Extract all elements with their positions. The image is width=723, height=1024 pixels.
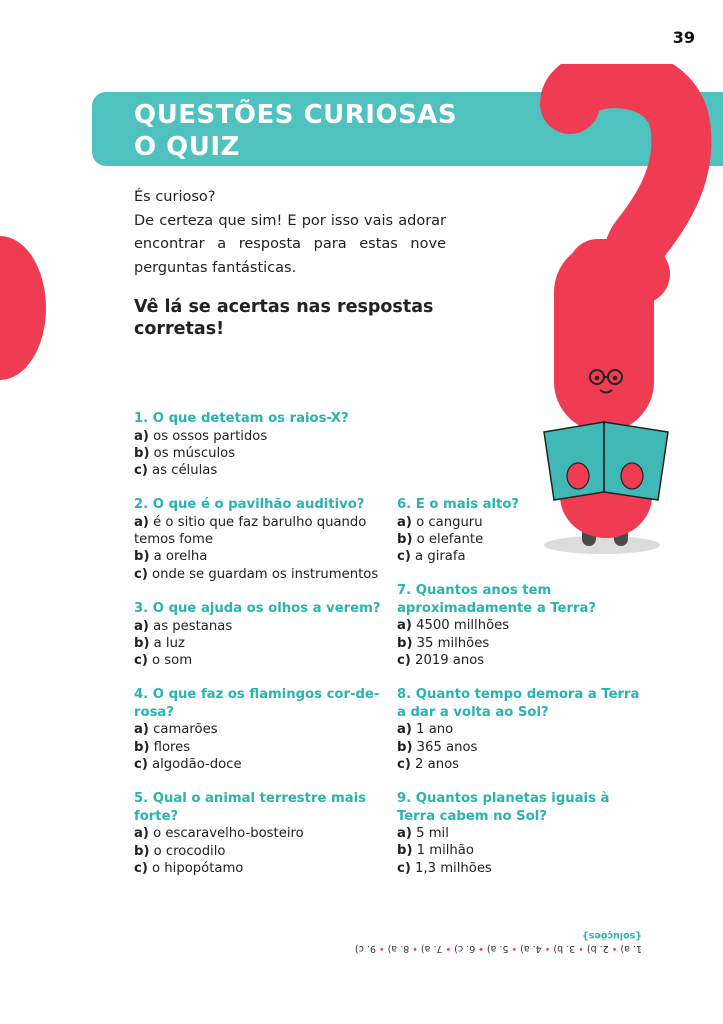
option-text: 35 milhões	[412, 635, 490, 651]
question-title: 1. O que detetam os raios-X?	[134, 411, 349, 426]
option-text: camarões	[148, 722, 218, 738]
option-letter: c)	[397, 549, 411, 565]
option-text: 1,3 milhões	[410, 860, 492, 876]
questions-right-column	[397, 496, 647, 894]
question-title: 7. Quantos anos tem aproximadamente a Terra?	[397, 583, 597, 616]
question-block	[397, 686, 647, 773]
answer-option	[134, 860, 382, 877]
answer-option	[134, 428, 382, 445]
answer-option	[134, 618, 382, 635]
solution-answer: 1. a)	[620, 943, 642, 954]
option-letter: a)	[134, 722, 149, 738]
option-text: o escaravelho-bosteiro	[148, 826, 304, 842]
solution-answer: 5. a)	[486, 943, 509, 954]
question-title: 6. E o mais alto?	[397, 497, 520, 512]
question-title: 5. Qual o animal terrestre mais forte?	[134, 791, 366, 824]
option-text: é o sitio que faz barulho quando temos fome	[134, 514, 367, 548]
solution-answer: 4. a)	[520, 943, 542, 954]
answer-option	[397, 721, 647, 738]
solution-separator: •	[608, 943, 621, 954]
lead-text: Vê lá se acertas nas respostas corretas!	[134, 297, 434, 339]
option-text: 365 anos	[412, 739, 478, 755]
answer-option	[134, 756, 382, 773]
option-letter: b)	[397, 843, 413, 859]
solution-separator: •	[442, 943, 455, 954]
option-text: o canguru	[411, 514, 483, 530]
solution-separator: •	[575, 943, 587, 954]
answer-option	[397, 739, 647, 756]
answer-option	[134, 739, 382, 756]
solution-separator: •	[375, 943, 388, 954]
option-letter: a)	[134, 826, 149, 842]
option-text: 2019 anos	[410, 652, 485, 668]
option-text: o hipopótamo	[147, 860, 244, 876]
solution-separator: •	[409, 943, 421, 954]
option-letter: c)	[134, 566, 148, 582]
question-block	[134, 600, 382, 669]
option-letter: b)	[397, 531, 413, 547]
option-letter: c)	[134, 653, 148, 669]
option-letter: a)	[397, 826, 412, 842]
option-text: 4500 millhões	[411, 618, 510, 634]
option-text: as pestanas	[148, 618, 233, 634]
question-title: 9. Quantos planetas iguais à Terra cabem no Sol?	[397, 791, 610, 824]
question-block	[134, 790, 382, 877]
answer-option	[134, 825, 382, 842]
option-text: 1 ano	[411, 722, 454, 738]
question-mark-character-illustration	[540, 64, 723, 564]
title-line-1: QUESTÕES CURIOSAS	[134, 100, 458, 130]
answer-option	[134, 566, 382, 583]
option-letter: b)	[134, 843, 150, 859]
option-letter: c)	[134, 860, 148, 876]
option-text: a orelha	[149, 549, 208, 565]
solutions-label: {soluções}	[582, 930, 642, 941]
option-letter: b)	[134, 549, 150, 565]
option-text: flores	[149, 739, 191, 755]
solution-separator: •	[475, 943, 487, 954]
answer-option	[397, 825, 647, 842]
solution-answer: 3. b)	[553, 943, 576, 954]
option-text: a luz	[149, 635, 185, 651]
answer-option	[397, 652, 647, 669]
question-block	[397, 582, 647, 669]
question-title: 8. Quanto tempo demora a Terra a dar a volta ao Sol?	[397, 687, 640, 720]
option-letter: a)	[134, 618, 149, 634]
option-letter: c)	[397, 756, 411, 772]
option-letter: c)	[397, 652, 411, 668]
answer-option	[134, 721, 382, 738]
option-letter: a)	[397, 722, 412, 738]
option-letter: b)	[134, 445, 150, 461]
answer-option	[134, 514, 382, 549]
option-text: o crocodilo	[149, 843, 226, 859]
option-letter: a)	[397, 514, 412, 530]
answer-option	[397, 531, 647, 548]
option-letter: b)	[397, 739, 413, 755]
option-text: a girafa	[410, 549, 466, 565]
option-letter: c)	[397, 860, 411, 876]
option-letter: a)	[134, 428, 149, 444]
option-text: onde se guardam os instrumentos	[147, 566, 379, 582]
solution-separator: •	[541, 943, 554, 954]
question-block	[397, 790, 647, 877]
answer-option	[134, 445, 382, 462]
question-block	[134, 686, 382, 773]
option-text: o som	[147, 653, 193, 669]
option-text: 1 milhão	[412, 843, 474, 859]
answer-option	[134, 462, 382, 479]
answer-option	[397, 756, 647, 773]
solution-answer: 2. b)	[586, 943, 609, 954]
question-title: 2. O que é o pavilhão auditivo?	[134, 497, 365, 513]
option-letter: a)	[397, 618, 412, 634]
solution-answer: 7. a)	[420, 943, 443, 954]
question-title: 4. O que faz os flamingos cor-de-rosa?	[134, 687, 380, 720]
question-block	[134, 410, 382, 479]
questions-left-column	[134, 410, 382, 894]
answer-option	[397, 860, 647, 877]
answer-option	[397, 514, 647, 531]
answer-option	[397, 548, 647, 565]
solutions-upside-down	[352, 930, 642, 954]
option-text: 2 anos	[410, 756, 460, 772]
question-block	[397, 496, 647, 565]
answer-option	[134, 843, 382, 860]
solution-answer: 8. a)	[387, 943, 410, 954]
solution-separator: •	[508, 943, 521, 954]
option-text: os ossos partidos	[148, 428, 268, 444]
intro-line-2: De certeza que sim! E por isso vais adorar encontrar a resposta para estas nove perguntas fantásticas.	[134, 212, 446, 276]
question-title: 3. O que ajuda os olhos a verem?	[134, 601, 381, 617]
solution-answer: 9. c)	[354, 943, 376, 954]
answer-option	[134, 635, 382, 652]
answer-option	[397, 617, 647, 634]
question-block	[134, 496, 382, 583]
answer-option	[134, 652, 382, 669]
solution-answer: 6. c)	[454, 943, 476, 954]
option-text: algodão-doce	[147, 757, 242, 773]
option-letter: a)	[134, 514, 149, 530]
answer-option	[397, 842, 647, 859]
option-letter: b)	[134, 635, 150, 651]
intro-text	[134, 186, 446, 280]
title-line-2: O QUIZ	[134, 132, 240, 162]
intro-line-1: És curioso?	[134, 189, 216, 205]
option-text: as células	[147, 463, 218, 479]
option-text: o elefante	[412, 531, 484, 547]
option-letter: c)	[134, 757, 148, 773]
option-text: os músculos	[149, 445, 236, 461]
answer-option	[397, 635, 647, 652]
solutions-answers	[352, 943, 642, 954]
option-letter: b)	[397, 635, 413, 651]
option-letter: b)	[134, 739, 150, 755]
page-number: 39	[672, 28, 695, 47]
option-letter: c)	[134, 463, 148, 479]
answer-option	[134, 548, 382, 565]
option-text: 5 mil	[411, 826, 449, 842]
red-circle-decoration	[0, 236, 50, 380]
